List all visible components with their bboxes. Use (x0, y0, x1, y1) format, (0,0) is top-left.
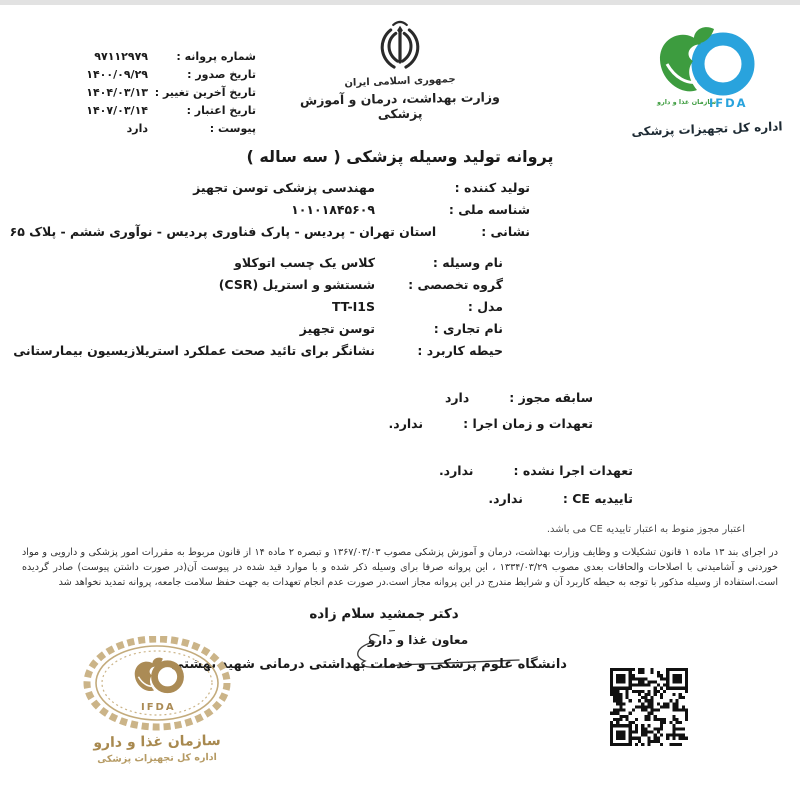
expiry-date-label: تاریخ اعتبار : (186, 104, 256, 117)
iran-emblem-icon (373, 18, 427, 74)
application-scope-label: حیطه کاربرد : (417, 343, 503, 358)
attachment-value: دارد (126, 122, 148, 135)
signatory-role: معاون غذا و دارو (367, 633, 469, 647)
license-meta-block (16, 50, 256, 140)
last-change-date-label: تاریخ آخرین تغییر : (154, 86, 256, 99)
license-number-label: شماره پروانه : (176, 50, 256, 63)
meta-row-license-number (16, 50, 256, 63)
application-scope-row (13, 343, 503, 358)
ifda-header (626, 24, 788, 139)
ministry-country-line: جمهوری اسلامی ایران (344, 74, 456, 89)
address-label: نشانی : (481, 224, 530, 239)
meta-row-last-change-date (16, 86, 256, 99)
signatory-name: دکتر جمشید سلام زاده (309, 606, 459, 622)
ministry-header (280, 18, 520, 121)
ce-approval-label: تاییدیه CE : (562, 491, 633, 506)
model-row (13, 299, 503, 314)
national-id-row (15, 202, 530, 217)
commitments-time-row (389, 416, 593, 431)
device-name-row (13, 255, 503, 270)
ministry-name-line: وزارت بهداشت، درمان و آموزش پزشکی (299, 89, 500, 122)
gold-seal-icon (78, 636, 236, 734)
commitments-time-value: ندارد. (388, 416, 424, 431)
commitments-time-label: تعهدات و زمان اجرا : (463, 416, 593, 431)
model-value: TT-I1S (331, 299, 375, 314)
expiry-date-value: ۱۴۰۷/۰۳/۱۴ (86, 104, 148, 117)
ce-approval-value: ندارد. (488, 491, 523, 506)
trade-name-label: نام تجاری : (433, 321, 503, 336)
model-label: مدل : (467, 299, 503, 314)
specialty-group-value: شستشو و استریل (CSR) (218, 277, 375, 292)
license-history-value: دارد (444, 390, 470, 405)
address-value: استان تهران - پردیس - پارک فناوری پردیس - نوآوری ششم - پلاک ۶۵ (9, 224, 437, 239)
license-history-label: سابقه مجوز : (509, 390, 593, 405)
meta-row-attachment (16, 122, 256, 135)
ifda-org-text: اداره کل تجهیزات پزشکی (631, 119, 783, 139)
application-scope-value: نشانگر برای تائید صحت عملکرد استریلازیسیون بیمارستانی (13, 343, 375, 358)
meta-row-expiry-date (16, 104, 256, 117)
seal-org-text: سازمان غذا و دارو (93, 732, 221, 752)
producer-row (15, 180, 530, 195)
seal-dept-text: اداره کل تجهیزات پزشکی (97, 751, 217, 766)
device-name-label: نام وسیله : (432, 255, 503, 270)
national-id-value: ۱۰۱۰۱۸۴۵۶۰۹ (291, 202, 375, 217)
ifda-logo-icon (647, 24, 767, 116)
unfulfilled-commitments-row (439, 463, 633, 478)
ce-approval-row (488, 491, 633, 506)
meta-row-issue-date (16, 68, 256, 81)
producer-label: تولید کننده : (454, 180, 530, 195)
producer-section (9, 180, 530, 246)
svg-text:IFDA: IFDA (709, 96, 748, 110)
license-history-row (445, 390, 593, 405)
svg-text:سازمان غذا و دارو: سازمان غذا و دارو (657, 98, 717, 106)
qr-code (610, 668, 688, 746)
legal-paragraph: در اجرای بند ۱۳ ماده ۱ قانون تشکیلات و وظایف وزارت بهداشت، درمان و آموزش پزشکی مصوب ۱۳۶۷/۰۳/۰۳ و تبصره ۲ ماده ۱۴ از قانون مربوط به مقررات امور پزشکی و دارویی و مواد خوردنی و آشامیدنی با اصلاحات والحاقات بعدی مصوب ۱۳۳۴/۰۳/۲۹ ، این پروانه صرفا برای وسیله ذکر شده و با موارد قید شده در پیوست آن(در صورت داشتن پیوست) صادر گردیده است.استفاده از وسیله مذکور با توجه به حیطه کاربرد آن و شرایط مندرج در این پروانه مجاز است.در صورت عدم انجام تعهدات به جهت حفظ سلامت جامعه، پروانه تمدید نخواهد شد (22, 547, 778, 589)
device-name-value: کلاس یک چسب اتوکلاو (234, 255, 375, 270)
specialty-group-label: گروه تخصصی : (408, 277, 503, 292)
signatory-organization: دانشگاه علوم پزشکی و خدمات بهداشتی درمانی شهید بهشتی (171, 657, 567, 672)
license-number-value: ۹۷۱۱۲۹۷۹ (94, 50, 148, 63)
page-top-strip (0, 0, 800, 5)
document-title: پروانه تولید وسیله پزشکی ( سه ساله ) (246, 147, 554, 166)
producer-value: مهندسی پزشکی توسن تجهیز (193, 180, 375, 195)
seal-ifda-text: IFDA (141, 702, 176, 713)
trade-name-row (13, 321, 503, 336)
ifda-gold-seal (78, 636, 236, 764)
device-section (13, 255, 503, 365)
address-row (9, 224, 530, 239)
attachment-label: پیوست : (209, 122, 256, 135)
national-id-label: شناسه ملی : (448, 202, 530, 217)
issue-date-label: تاریخ صدور : (187, 68, 256, 81)
unfulfilled-commitments-value: ندارد. (438, 463, 474, 478)
trade-name-value: توسن تجهیز (299, 321, 375, 336)
ce-validity-note: اعتبار مجوز منوط به اعتبار تاییدیه CE می باشد. (546, 524, 745, 535)
specialty-group-row (13, 277, 503, 292)
last-change-date-value: ۱۴۰۴/۰۳/۱۳ (86, 86, 148, 99)
issue-date-value: ۱۴۰۰/۰۹/۲۹ (86, 68, 148, 81)
unfulfilled-commitments-label: تعهدات اجرا نشده : (513, 463, 633, 478)
